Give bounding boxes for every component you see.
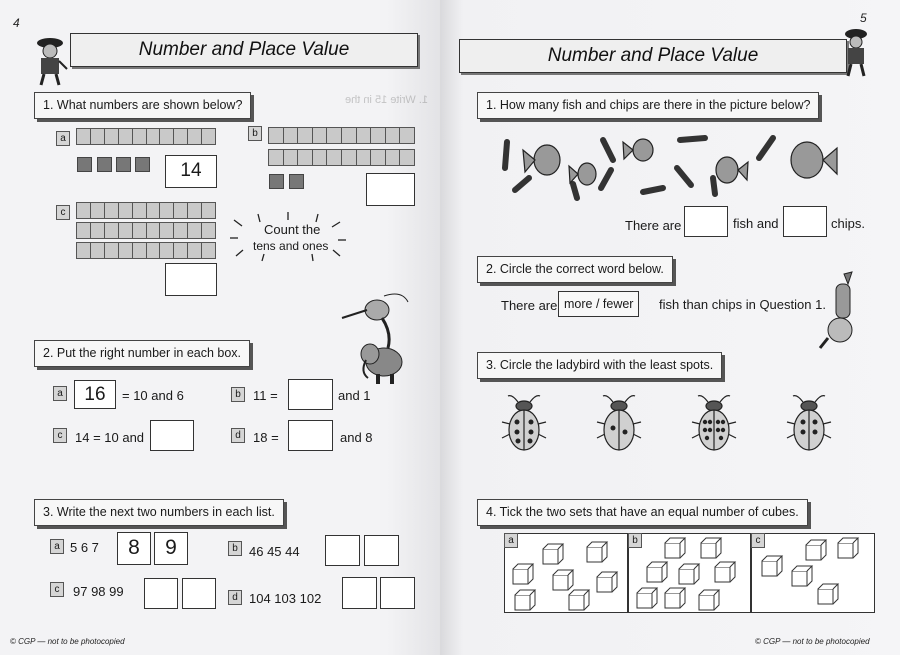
part-a-letter: a bbox=[56, 131, 70, 146]
q2b-text-1: 11 = bbox=[253, 388, 278, 403]
fish-and-chips-picture bbox=[495, 130, 855, 210]
elephant-bird-illustration bbox=[322, 288, 414, 386]
chip bbox=[573, 184, 577, 198]
answer-box-2b[interactable] bbox=[288, 379, 333, 410]
ladybird-1 bbox=[502, 396, 546, 450]
cubes-b bbox=[629, 534, 752, 614]
part-c-letter: c bbox=[50, 582, 64, 597]
ten-strip bbox=[268, 149, 415, 166]
q1-text-chips: chips. bbox=[831, 216, 865, 231]
unit-cube bbox=[116, 157, 131, 172]
q3a-text: 5 6 7 bbox=[70, 540, 99, 555]
cubes-a bbox=[505, 534, 629, 614]
answer-box-3a-2[interactable]: 9 bbox=[154, 532, 188, 565]
fish bbox=[716, 157, 738, 183]
chip bbox=[643, 188, 663, 192]
page-number: 5 bbox=[860, 11, 867, 25]
q2d-text-2: and 8 bbox=[340, 430, 373, 445]
cube-set-a[interactable] bbox=[504, 533, 628, 613]
copyright-footer: © CGP — not to be photocopied bbox=[755, 637, 870, 646]
ladybird-4 bbox=[787, 396, 831, 450]
q3b-text: 46 45 44 bbox=[249, 544, 300, 559]
part-b-letter: b bbox=[248, 126, 262, 141]
bleed-text: 1. Write 15 in the bbox=[345, 94, 428, 106]
q2-text-there-are: There are bbox=[501, 298, 558, 313]
answer-box-3b-1[interactable] bbox=[325, 535, 360, 566]
fish bbox=[791, 142, 823, 178]
q2a-text: = 10 and 6 bbox=[122, 388, 184, 403]
chip bbox=[505, 142, 507, 168]
part-c-letter: c bbox=[53, 428, 67, 443]
fish bbox=[633, 139, 653, 161]
answer-box-2c[interactable] bbox=[150, 420, 194, 451]
answer-box-3c-1[interactable] bbox=[144, 578, 178, 609]
answer-box-1c[interactable] bbox=[165, 263, 217, 296]
q1-text-there-are: There are bbox=[625, 218, 682, 233]
part-c-letter: c bbox=[56, 205, 70, 220]
part-d-letter: d bbox=[228, 590, 242, 605]
pirate-mascot-image bbox=[30, 35, 70, 87]
page-number: 4 bbox=[13, 16, 20, 30]
answer-box-3d-2[interactable] bbox=[380, 577, 415, 609]
answer-box-2a[interactable]: 16 bbox=[74, 380, 116, 409]
answer-box-3b-2[interactable] bbox=[364, 535, 399, 566]
chip bbox=[713, 178, 715, 194]
ten-strip bbox=[76, 242, 216, 259]
part-b-letter: b bbox=[228, 541, 242, 556]
unit-cube bbox=[77, 157, 92, 172]
unit-cube bbox=[97, 157, 112, 172]
bubble-text-1: Count the bbox=[264, 222, 321, 237]
answer-box-2d[interactable] bbox=[288, 420, 333, 451]
fish bbox=[578, 163, 596, 185]
ten-strip bbox=[76, 202, 216, 219]
more-fewer-choice[interactable]: more / fewer bbox=[558, 291, 639, 317]
bubble-text-2: tens and ones bbox=[253, 239, 329, 253]
left-page bbox=[0, 0, 440, 655]
answer-box-1a[interactable]: 14 bbox=[165, 155, 217, 188]
chips-answer-box[interactable] bbox=[783, 206, 827, 237]
answer-box-3a-1[interactable]: 8 bbox=[117, 532, 151, 565]
question-2-label: 2. Put the right number in each box. bbox=[34, 340, 250, 367]
ten-strip bbox=[76, 128, 216, 145]
cube-set-b[interactable] bbox=[628, 533, 751, 613]
copyright-footer: © CGP — not to be photocopied bbox=[10, 637, 125, 646]
ten-strip bbox=[76, 222, 216, 239]
chip bbox=[603, 140, 613, 160]
answer-box-3c-2[interactable] bbox=[182, 578, 216, 609]
fish-answer-box[interactable] bbox=[684, 206, 728, 237]
question-1-label: 1. What numbers are shown below? bbox=[34, 92, 251, 119]
question-3-label: 3. Write the next two numbers in each list. bbox=[34, 499, 284, 526]
chip bbox=[677, 168, 691, 185]
chip bbox=[759, 138, 773, 158]
question-3-label: 3. Circle the ladybird with the least spots. bbox=[477, 352, 722, 379]
q3c-text: 97 98 99 bbox=[73, 584, 124, 599]
q2-text-rest: fish than chips in Question 1. bbox=[659, 297, 826, 312]
cube-set-c[interactable] bbox=[751, 533, 875, 613]
speech-bubble bbox=[228, 212, 348, 262]
chip bbox=[515, 178, 529, 190]
q2c-text: 14 = 10 and bbox=[75, 430, 145, 445]
answer-box-1b[interactable] bbox=[366, 173, 415, 206]
cubes-c bbox=[752, 534, 876, 614]
diver-illustration bbox=[818, 270, 870, 352]
set-b-letter: b bbox=[628, 533, 642, 548]
set-c-letter: c bbox=[751, 533, 765, 548]
answer-box-3d-1[interactable] bbox=[342, 577, 377, 609]
question-2-label: 2. Circle the correct word below. bbox=[477, 256, 673, 283]
q2d-text-1: 18 = bbox=[253, 430, 279, 445]
q3d-text: 104 103 102 bbox=[249, 591, 322, 606]
question-4-label: 4. Tick the two sets that have an equal number of cubes. bbox=[477, 499, 808, 526]
q2b-text-2: and 1 bbox=[338, 388, 371, 403]
unit-cube bbox=[269, 174, 284, 189]
unit-cube bbox=[289, 174, 304, 189]
ladybirds-row bbox=[500, 392, 860, 462]
pirate-mascot-image bbox=[840, 26, 872, 78]
question-1-label: 1. How many fish and chips are there in the picture below? bbox=[477, 92, 819, 119]
unit-cube bbox=[135, 157, 150, 172]
ladybird-2 bbox=[597, 396, 641, 450]
page-title: Number and Place Value bbox=[459, 39, 847, 73]
chip bbox=[680, 138, 705, 140]
part-d-letter: d bbox=[231, 428, 245, 443]
part-a-letter: a bbox=[53, 386, 67, 401]
ladybird-3 bbox=[692, 396, 736, 450]
ten-strip bbox=[268, 127, 415, 144]
part-b-letter: b bbox=[231, 387, 245, 402]
chip bbox=[601, 170, 611, 188]
part-a-letter: a bbox=[50, 539, 64, 554]
fish bbox=[534, 145, 560, 175]
set-a-letter: a bbox=[504, 533, 518, 548]
right-page bbox=[440, 0, 900, 655]
page-title: Number and Place Value bbox=[70, 33, 418, 67]
q1-text-fish-and: fish and bbox=[733, 216, 779, 231]
